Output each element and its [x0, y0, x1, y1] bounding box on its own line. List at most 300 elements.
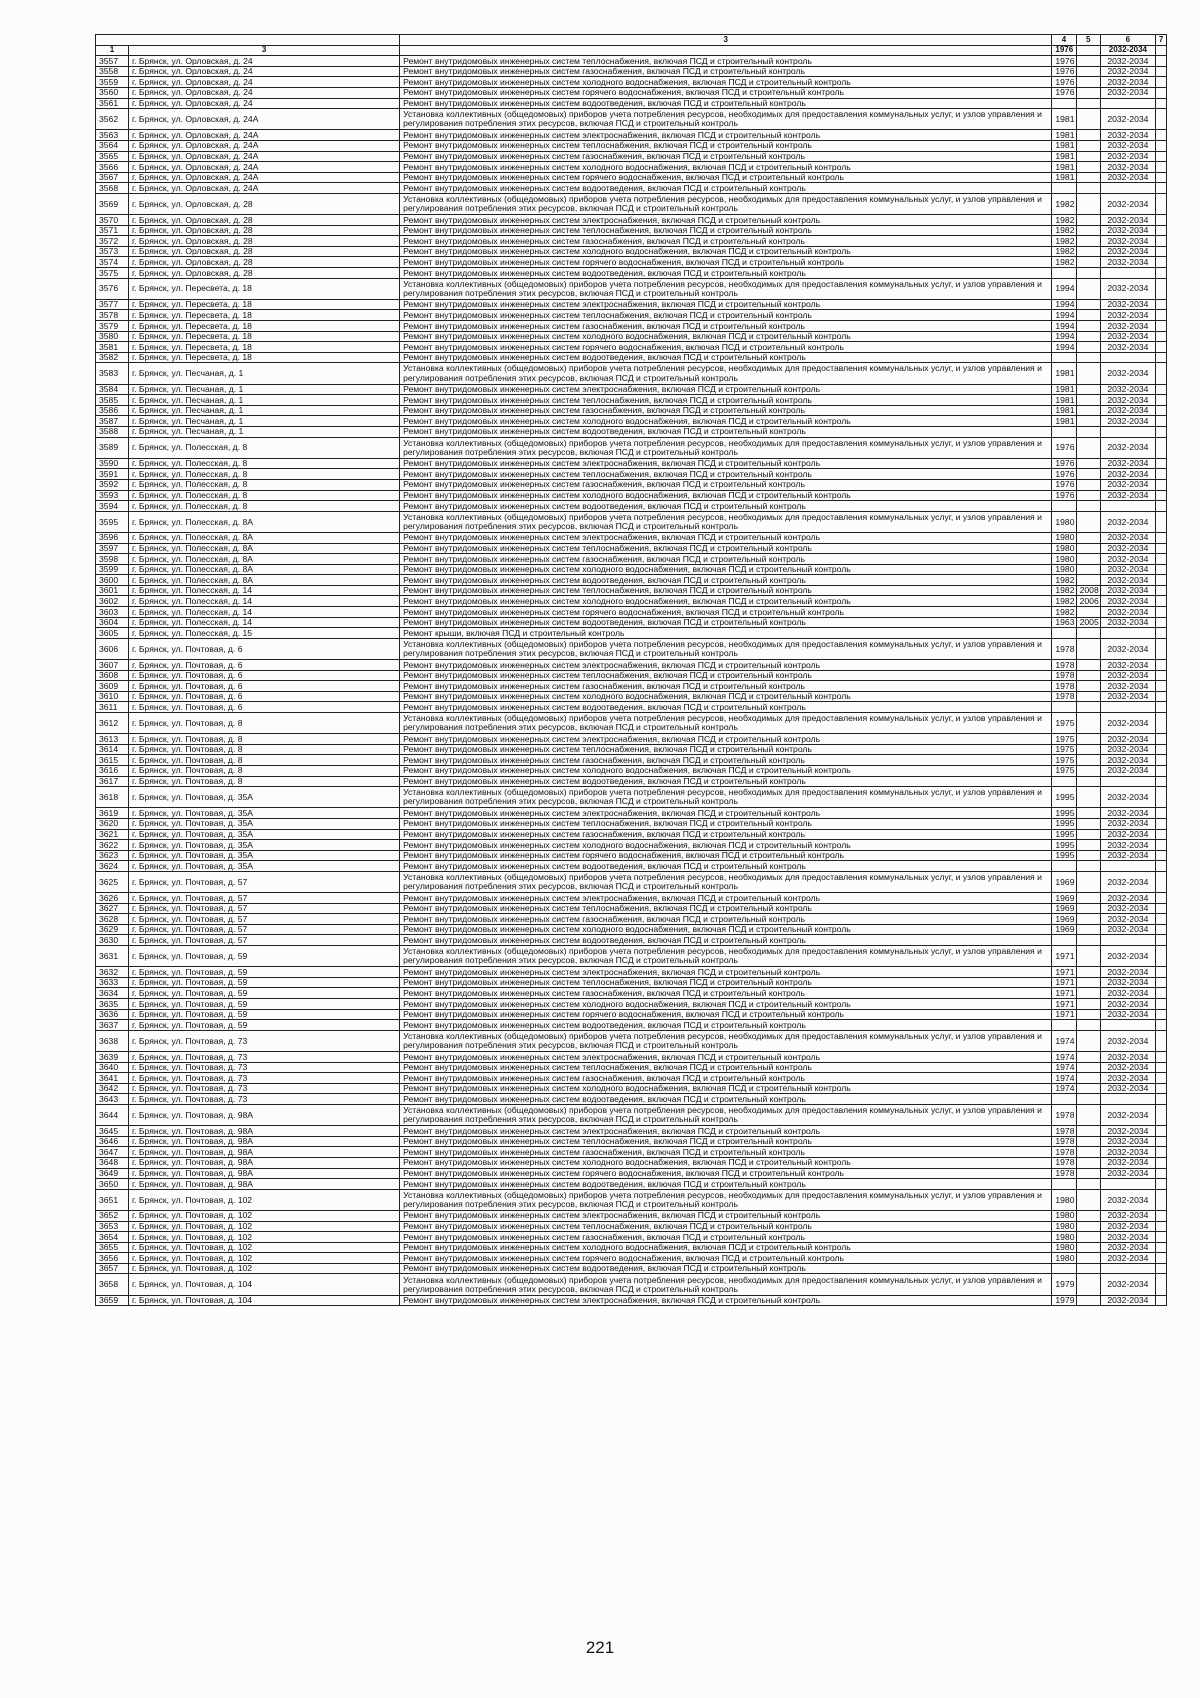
work-type-cell: Ремонт внутридомовых инженерных систем холодного водоснабжения, включая ПСД и строительный контроль: [400, 1242, 1052, 1253]
header-year: 1976: [1052, 45, 1076, 56]
period-cell: 2032-2034: [1100, 331, 1155, 342]
period-cell: 2032-2034: [1100, 225, 1155, 236]
row-number: 3635: [96, 999, 129, 1010]
year-cell: 1982: [1052, 585, 1076, 596]
period-cell: [1100, 183, 1155, 194]
year-cell: 1980: [1052, 1253, 1076, 1264]
address-cell: г. Брянск, ул. Полесская, д. 15: [129, 628, 400, 639]
work-type-cell: Установка коллективных (общедомовых) приборов учета потребления ресурсов, необходимых для предоставления коммунальных услуг, и узлов управления и регулирования потребления этих ресурсов, включая ПСД и строительный контроль: [400, 787, 1052, 808]
col7-cell: [1155, 511, 1166, 532]
repair-schedule-table: [95, 34, 1167, 1306]
year-cell: 1979: [1052, 1295, 1076, 1306]
col5-cell: [1076, 1179, 1100, 1190]
page-number: 221: [585, 1638, 615, 1657]
year-cell: 1974: [1052, 1030, 1076, 1051]
year-cell: 1982: [1052, 257, 1076, 268]
col5-cell: [1076, 818, 1100, 829]
row-number: 3576: [96, 278, 129, 299]
work-type-cell: Ремонт внутридомовых инженерных систем горячего водоснабжения, включая ПСД и строительный контроль: [400, 172, 1052, 183]
year-cell: [1052, 1020, 1076, 1031]
table-row: [96, 511, 1167, 532]
address-cell: г. Брянск, ул. Почтовая, д. 104: [129, 1274, 400, 1295]
work-type-cell: Ремонт внутридомовых инженерных систем холодного водоснабжения, включая ПСД и строительный контроль: [400, 246, 1052, 257]
work-type-cell: Ремонт внутридомовых инженерных систем водоотведения, включая ПСД и строительный контроль: [400, 501, 1052, 512]
col5-cell: [1076, 914, 1100, 925]
col7-cell: [1155, 1062, 1166, 1073]
address-cell: г. Брянск, ул. Почтовая, д. 59: [129, 1020, 400, 1031]
col5-cell: [1076, 1274, 1100, 1295]
address-cell: г. Брянск, ул. Орловская, д. 28: [129, 257, 400, 268]
period-cell: 2032-2034: [1100, 56, 1155, 67]
row-number: 3648: [96, 1157, 129, 1168]
period-cell: 2032-2034: [1100, 1136, 1155, 1147]
col5-cell: 2008: [1076, 585, 1100, 596]
row-number: 3608: [96, 670, 129, 681]
row-number: 3619: [96, 808, 129, 819]
row-number: 3558: [96, 66, 129, 77]
period-cell: 2032-2034: [1100, 342, 1155, 353]
year-cell: 1994: [1052, 331, 1076, 342]
col7-cell: [1155, 1126, 1166, 1137]
period-cell: 2032-2034: [1100, 829, 1155, 840]
col5-cell: [1076, 479, 1100, 490]
address-cell: г. Брянск, ул. Почтовая, д. 6: [129, 691, 400, 702]
year-cell: 1978: [1052, 1126, 1076, 1137]
col5-cell: [1076, 1253, 1100, 1264]
period-cell: 2032-2034: [1100, 1147, 1155, 1158]
col5-cell: [1076, 1157, 1100, 1168]
row-number: 3624: [96, 861, 129, 872]
address-cell: г. Брянск, ул. Полесская, д. 8А: [129, 564, 400, 575]
col5-cell: [1076, 215, 1100, 226]
address-cell: г. Брянск, ул. Почтовая, д. 98А: [129, 1168, 400, 1179]
col5-cell: [1076, 193, 1100, 214]
col7-cell: [1155, 1242, 1166, 1253]
col7-cell: [1155, 607, 1166, 618]
period-cell: 2032-2034: [1100, 1126, 1155, 1137]
address-cell: г. Брянск, ул. Почтовая, д. 98А: [129, 1179, 400, 1190]
col7-cell: [1155, 532, 1166, 543]
address-cell: г. Брянск, ул. Орловская, д. 28: [129, 268, 400, 279]
period-cell: 2032-2034: [1100, 670, 1155, 681]
col5-cell: [1076, 426, 1100, 437]
col5-cell: [1076, 702, 1100, 713]
year-cell: 1971: [1052, 977, 1076, 988]
work-type-cell: Ремонт внутридомовых инженерных систем холодного водоснабжения, включая ПСД и строительный контроль: [400, 564, 1052, 575]
work-type-cell: Ремонт внутридомовых инженерных систем горячего водоснабжения, включая ПСД и строительный контроль: [400, 850, 1052, 861]
row-number: 3638: [96, 1030, 129, 1051]
year-cell: 1982: [1052, 607, 1076, 618]
col7-cell: [1155, 257, 1166, 268]
work-type-cell: Ремонт внутридомовых инженерных систем теплоснабжения, включая ПСД и строительный контроль: [400, 469, 1052, 480]
year-cell: 1971: [1052, 967, 1076, 978]
row-number: 3583: [96, 363, 129, 384]
period-cell: 2032-2034: [1100, 744, 1155, 755]
address-cell: г. Брянск, ул. Почтовая, д. 102: [129, 1189, 400, 1210]
col7-cell: [1155, 299, 1166, 310]
period-cell: [1100, 861, 1155, 872]
year-cell: 1981: [1052, 384, 1076, 395]
address-cell: г. Брянск, ул. Пересвета, д. 18: [129, 321, 400, 332]
col7-cell: [1155, 405, 1166, 416]
col5-cell: [1076, 299, 1100, 310]
table-row: [96, 151, 1167, 162]
col5-cell: [1076, 98, 1100, 109]
col7-cell: [1155, 628, 1166, 639]
row-number: 3557: [96, 56, 129, 67]
address-cell: г. Брянск, ул. Почтовая, д. 98А: [129, 1126, 400, 1137]
address-cell: г. Брянск, ул. Полесская, д. 8: [129, 469, 400, 480]
row-number: 3610: [96, 691, 129, 702]
period-cell: 2032-2034: [1100, 405, 1155, 416]
row-number: 3653: [96, 1221, 129, 1232]
row-number: 3636: [96, 1009, 129, 1020]
col7-cell: [1155, 818, 1166, 829]
work-type-cell: Ремонт внутридомовых инженерных систем водоотведения, включая ПСД и строительный контроль: [400, 426, 1052, 437]
year-cell: 1969: [1052, 903, 1076, 914]
row-number: 3607: [96, 660, 129, 671]
work-type-cell: Ремонт внутридомовых инженерных систем водоотведения, включая ПСД и строительный контроль: [400, 1020, 1052, 1031]
work-type-cell: Ремонт внутридомовых инженерных систем водоотведения, включая ПСД и строительный контроль: [400, 1094, 1052, 1105]
address-cell: г. Брянск, ул. Почтовая, д. 102: [129, 1221, 400, 1232]
period-cell: 2032-2034: [1100, 77, 1155, 88]
year-cell: 1976: [1052, 469, 1076, 480]
col5-cell: [1076, 1126, 1100, 1137]
address-cell: г. Брянск, ул. Почтовая, д. 73: [129, 1030, 400, 1051]
col7-cell: [1155, 638, 1166, 659]
work-type-cell: Ремонт внутридомовых инженерных систем газоснабжения, включая ПСД и строительный контроль: [400, 554, 1052, 565]
col5-cell: [1076, 638, 1100, 659]
period-cell: 2032-2034: [1100, 140, 1155, 151]
address-cell: г. Брянск, ул. Почтовая, д. 35А: [129, 829, 400, 840]
table-row: [96, 183, 1167, 194]
work-type-cell: Ремонт внутридомовых инженерных систем электроснабжения, включая ПСД и строительный контроль: [400, 893, 1052, 904]
col7-cell: [1155, 1073, 1166, 1084]
row-number: 3614: [96, 744, 129, 755]
col7-cell: [1155, 681, 1166, 692]
table-row: [96, 416, 1167, 427]
row-number: 3621: [96, 829, 129, 840]
work-type-cell: Ремонт внутридомовых инженерных систем газоснабжения, включая ПСД и строительный контроль: [400, 66, 1052, 77]
table-row: [96, 98, 1167, 109]
period-cell: 2032-2034: [1100, 1210, 1155, 1221]
row-number: 3656: [96, 1253, 129, 1264]
row-number: 3652: [96, 1210, 129, 1221]
year-cell: 1978: [1052, 691, 1076, 702]
col5-cell: [1076, 734, 1100, 745]
table-row: [96, 87, 1167, 98]
col5-cell: [1076, 765, 1100, 776]
table-row: [96, 628, 1167, 639]
address-cell: г. Брянск, ул. Полесская, д. 8: [129, 437, 400, 458]
col5-cell: [1076, 871, 1100, 892]
header-c5: [1076, 45, 1100, 56]
address-cell: г. Брянск, ул. Песчаная, д. 1: [129, 416, 400, 427]
work-type-cell: Ремонт внутридомовых инженерных систем теплоснабжения, включая ПСД и строительный контроль: [400, 1062, 1052, 1073]
table-row: [96, 342, 1167, 353]
period-cell: 2032-2034: [1100, 1009, 1155, 1020]
period-cell: 2032-2034: [1100, 691, 1155, 702]
col7-cell: [1155, 935, 1166, 946]
year-cell: 1980: [1052, 564, 1076, 575]
year-cell: 1978: [1052, 681, 1076, 692]
row-number: 3645: [96, 1126, 129, 1137]
row-number: 3582: [96, 352, 129, 363]
year-cell: 1994: [1052, 342, 1076, 353]
address-cell: г. Брянск, ул. Орловская, д. 28: [129, 215, 400, 226]
table-row: [96, 1232, 1167, 1243]
col7-cell: [1155, 988, 1166, 999]
period-cell: 2032-2034: [1100, 713, 1155, 734]
period-cell: 2032-2034: [1100, 564, 1155, 575]
work-type-cell: Ремонт внутридомовых инженерных систем газоснабжения, включая ПСД и строительный контроль: [400, 1147, 1052, 1158]
col7-cell: [1155, 903, 1166, 914]
period-cell: 2032-2034: [1100, 532, 1155, 543]
work-type-cell: Ремонт внутридомовых инженерных систем электроснабжения, включая ПСД и строительный контроль: [400, 808, 1052, 819]
year-cell: 1994: [1052, 278, 1076, 299]
col7-cell: [1155, 225, 1166, 236]
col7-cell: [1155, 77, 1166, 88]
col5-cell: [1076, 607, 1100, 618]
table-row: [96, 1179, 1167, 1190]
table-row: [96, 999, 1167, 1010]
period-cell: 2032-2034: [1100, 660, 1155, 671]
period-cell: 2032-2034: [1100, 321, 1155, 332]
col5-cell: [1076, 384, 1100, 395]
table-row: [96, 660, 1167, 671]
period-cell: 2032-2034: [1100, 903, 1155, 914]
work-type-cell: Установка коллективных (общедомовых) приборов учета потребления ресурсов, необходимых для предоставления коммунальных услуг, и узлов управления и регулирования потребления этих ресурсов, включая ПСД и строительный контроль: [400, 638, 1052, 659]
period-cell: [1100, 702, 1155, 713]
year-cell: 1980: [1052, 543, 1076, 554]
row-number: 3650: [96, 1179, 129, 1190]
row-number: 3587: [96, 416, 129, 427]
work-type-cell: Установка коллективных (общедомовых) приборов учета потребления ресурсов, необходимых для предоставления коммунальных услуг, и узлов управления и регулирования потребления этих ресурсов, включая ПСД и строительный контроль: [400, 109, 1052, 130]
work-type-cell: Ремонт внутридомовых инженерных систем газоснабжения, включая ПСД и строительный контроль: [400, 1232, 1052, 1243]
period-cell: 2032-2034: [1100, 1221, 1155, 1232]
work-type-cell: Ремонт внутридомовых инженерных систем электроснабжения, включая ПСД и строительный контроль: [400, 215, 1052, 226]
year-cell: 1978: [1052, 1104, 1076, 1125]
col7-cell: [1155, 342, 1166, 353]
work-type-cell: Ремонт внутридомовых инженерных систем теплоснабжения, включая ПСД и строительный контроль: [400, 140, 1052, 151]
period-cell: 2032-2034: [1100, 543, 1155, 554]
table-row: [96, 257, 1167, 268]
col7-cell: [1155, 268, 1166, 279]
header-col-3: 3: [400, 35, 1052, 46]
period-cell: 2032-2034: [1100, 236, 1155, 247]
col7-cell: [1155, 87, 1166, 98]
period-cell: 2032-2034: [1100, 808, 1155, 819]
table-row: [96, 1263, 1167, 1274]
address-cell: г. Брянск, ул. Полесская, д. 14: [129, 585, 400, 596]
year-cell: 1971: [1052, 946, 1076, 967]
col5-cell: [1076, 511, 1100, 532]
col7-cell: [1155, 501, 1166, 512]
address-cell: г. Брянск, ул. Почтовая, д. 98А: [129, 1147, 400, 1158]
year-cell: 1971: [1052, 988, 1076, 999]
work-type-cell: Ремонт внутридомовых инженерных систем газоснабжения, включая ПСД и строительный контроль: [400, 321, 1052, 332]
row-number: 3577: [96, 299, 129, 310]
year-cell: 1995: [1052, 829, 1076, 840]
col5-cell: [1076, 405, 1100, 416]
period-cell: 2032-2034: [1100, 299, 1155, 310]
work-type-cell: Ремонт внутридомовых инженерных систем горячего водоснабжения, включая ПСД и строительный контроль: [400, 342, 1052, 353]
year-cell: 1995: [1052, 818, 1076, 829]
table-row: [96, 554, 1167, 565]
address-cell: г. Брянск, ул. Полесская, д. 14: [129, 607, 400, 618]
col5-cell: [1076, 977, 1100, 988]
work-type-cell: Ремонт внутридомовых инженерных систем водоотведения, включая ПСД и строительный контроль: [400, 1263, 1052, 1274]
col5-cell: [1076, 310, 1100, 321]
period-cell: 2032-2034: [1100, 511, 1155, 532]
year-cell: 1969: [1052, 893, 1076, 904]
work-type-cell: Ремонт внутридомовых инженерных систем теплоснабжения, включая ПСД и строительный контроль: [400, 670, 1052, 681]
col7-cell: [1155, 151, 1166, 162]
work-type-cell: Ремонт внутридомовых инженерных систем газоснабжения, включая ПСД и строительный контроль: [400, 405, 1052, 416]
row-number: 3591: [96, 469, 129, 480]
work-type-cell: Ремонт внутридомовых инженерных систем холодного водоснабжения, включая ПСД и строительный контроль: [400, 416, 1052, 427]
period-cell: 2032-2034: [1100, 1242, 1155, 1253]
work-type-cell: Ремонт внутридомовых инженерных систем горячего водоснабжения, включая ПСД и строительный контроль: [400, 87, 1052, 98]
work-type-cell: Ремонт внутридомовых инженерных систем газоснабжения, включая ПСД и строительный контроль: [400, 681, 1052, 692]
period-cell: 2032-2034: [1100, 458, 1155, 469]
year-cell: 1995: [1052, 808, 1076, 819]
col5-cell: [1076, 140, 1100, 151]
col5-cell: [1076, 225, 1100, 236]
table-row: [96, 1083, 1167, 1094]
period-cell: [1100, 1179, 1155, 1190]
table-row: [96, 1030, 1167, 1051]
table-row: [96, 437, 1167, 458]
period-cell: 2032-2034: [1100, 490, 1155, 501]
work-type-cell: Ремонт внутридомовых инженерных систем холодного водоснабжения, включая ПСД и строительный контроль: [400, 596, 1052, 607]
table-row: [96, 1295, 1167, 1306]
table-row: [96, 384, 1167, 395]
year-cell: 1982: [1052, 596, 1076, 607]
work-type-cell: Ремонт внутридомовых инженерных систем электроснабжения, включая ПСД и строительный контроль: [400, 130, 1052, 141]
col7-cell: [1155, 1274, 1166, 1295]
period-cell: 2032-2034: [1100, 162, 1155, 173]
table-row: [96, 246, 1167, 257]
year-cell: 1963: [1052, 617, 1076, 628]
address-cell: г. Брянск, ул. Песчаная, д. 1: [129, 395, 400, 406]
row-number: 3589: [96, 437, 129, 458]
col7-cell: [1155, 236, 1166, 247]
year-cell: [1052, 501, 1076, 512]
col7-cell: [1155, 808, 1166, 819]
table-row: [96, 755, 1167, 766]
header-period: 2032-2034: [1100, 45, 1155, 56]
table-row: [96, 490, 1167, 501]
work-type-cell: Ремонт крыши, включая ПСД и строительный контроль: [400, 628, 1052, 639]
work-type-cell: Ремонт внутридомовых инженерных систем газоснабжения, включая ПСД и строительный контроль: [400, 236, 1052, 247]
address-cell: г. Брянск, ул. Орловская, д. 24А: [129, 151, 400, 162]
address-cell: г. Брянск, ул. Полесская, д. 8: [129, 479, 400, 490]
row-number: 3559: [96, 77, 129, 88]
year-cell: 1969: [1052, 871, 1076, 892]
col7-cell: [1155, 1232, 1166, 1243]
address-cell: г. Брянск, ул. Орловская, д. 28: [129, 236, 400, 247]
col5-cell: [1076, 1168, 1100, 1179]
address-cell: г. Брянск, ул. Почтовая, д. 6: [129, 638, 400, 659]
address-cell: г. Брянск, ул. Почтовая, д. 73: [129, 1052, 400, 1063]
table-row: [96, 130, 1167, 141]
year-cell: 1975: [1052, 744, 1076, 755]
year-cell: 1969: [1052, 914, 1076, 925]
table-row: [96, 405, 1167, 416]
year-cell: 1975: [1052, 765, 1076, 776]
table-row: [96, 829, 1167, 840]
address-cell: г. Брянск, ул. Полесская, д. 8А: [129, 532, 400, 543]
address-cell: г. Брянск, ул. Почтовая, д. 6: [129, 660, 400, 671]
col5-cell: [1076, 776, 1100, 787]
col7-cell: [1155, 363, 1166, 384]
address-cell: г. Брянск, ул. Пересвета, д. 18: [129, 278, 400, 299]
row-number: 3575: [96, 268, 129, 279]
address-cell: г. Брянск, ул. Почтовая, д. 102: [129, 1253, 400, 1264]
period-cell: 2032-2034: [1100, 554, 1155, 565]
row-number: 3637: [96, 1020, 129, 1031]
col5-cell: [1076, 564, 1100, 575]
period-cell: 2032-2034: [1100, 395, 1155, 406]
address-cell: г. Брянск, ул. Почтовая, д. 59: [129, 988, 400, 999]
row-number: 3639: [96, 1052, 129, 1063]
period-cell: 2032-2034: [1100, 946, 1155, 967]
year-cell: 1981: [1052, 130, 1076, 141]
table-row: [96, 66, 1167, 77]
period-cell: 2032-2034: [1100, 840, 1155, 851]
col7-cell: [1155, 437, 1166, 458]
col5-cell: 2006: [1076, 596, 1100, 607]
table-row: [96, 924, 1167, 935]
row-number: 3633: [96, 977, 129, 988]
row-number: 3586: [96, 405, 129, 416]
address-cell: г. Брянск, ул. Орловская, д. 24А: [129, 162, 400, 173]
address-cell: г. Брянск, ул. Почтовая, д. 8: [129, 765, 400, 776]
row-number: 3580: [96, 331, 129, 342]
address-cell: г. Брянск, ул. Почтовая, д. 35А: [129, 787, 400, 808]
table-row: [96, 77, 1167, 88]
row-number: 3634: [96, 988, 129, 999]
col5-cell: [1076, 77, 1100, 88]
address-cell: г. Брянск, ул. Песчаная, д. 1: [129, 405, 400, 416]
col5-cell: [1076, 691, 1100, 702]
work-type-cell: Ремонт внутридомовых инженерных систем водоотведения, включая ПСД и строительный контроль: [400, 1179, 1052, 1190]
row-number: 3642: [96, 1083, 129, 1094]
year-cell: 1976: [1052, 458, 1076, 469]
work-type-cell: Ремонт внутридомовых инженерных систем холодного водоснабжения, включая ПСД и строительный контроль: [400, 999, 1052, 1010]
year-cell: [1052, 1179, 1076, 1190]
row-number: 3630: [96, 935, 129, 946]
col7-cell: [1155, 458, 1166, 469]
year-cell: [1052, 776, 1076, 787]
col5-cell: [1076, 840, 1100, 851]
col7-cell: [1155, 596, 1166, 607]
col7-cell: [1155, 999, 1166, 1010]
col5-cell: [1076, 416, 1100, 427]
table-row: [96, 268, 1167, 279]
col7-cell: [1155, 352, 1166, 363]
table-row: [96, 744, 1167, 755]
year-cell: [1052, 702, 1076, 713]
year-cell: 1982: [1052, 236, 1076, 247]
col5-cell: [1076, 893, 1100, 904]
work-type-cell: Ремонт внутридомовых инженерных систем водоотведения, включая ПСД и строительный контроль: [400, 268, 1052, 279]
work-type-cell: Ремонт внутридомовых инженерных систем холодного водоснабжения, включая ПСД и строительный контроль: [400, 490, 1052, 501]
col7-cell: [1155, 130, 1166, 141]
period-cell: 2032-2034: [1100, 893, 1155, 904]
table-row: [96, 808, 1167, 819]
